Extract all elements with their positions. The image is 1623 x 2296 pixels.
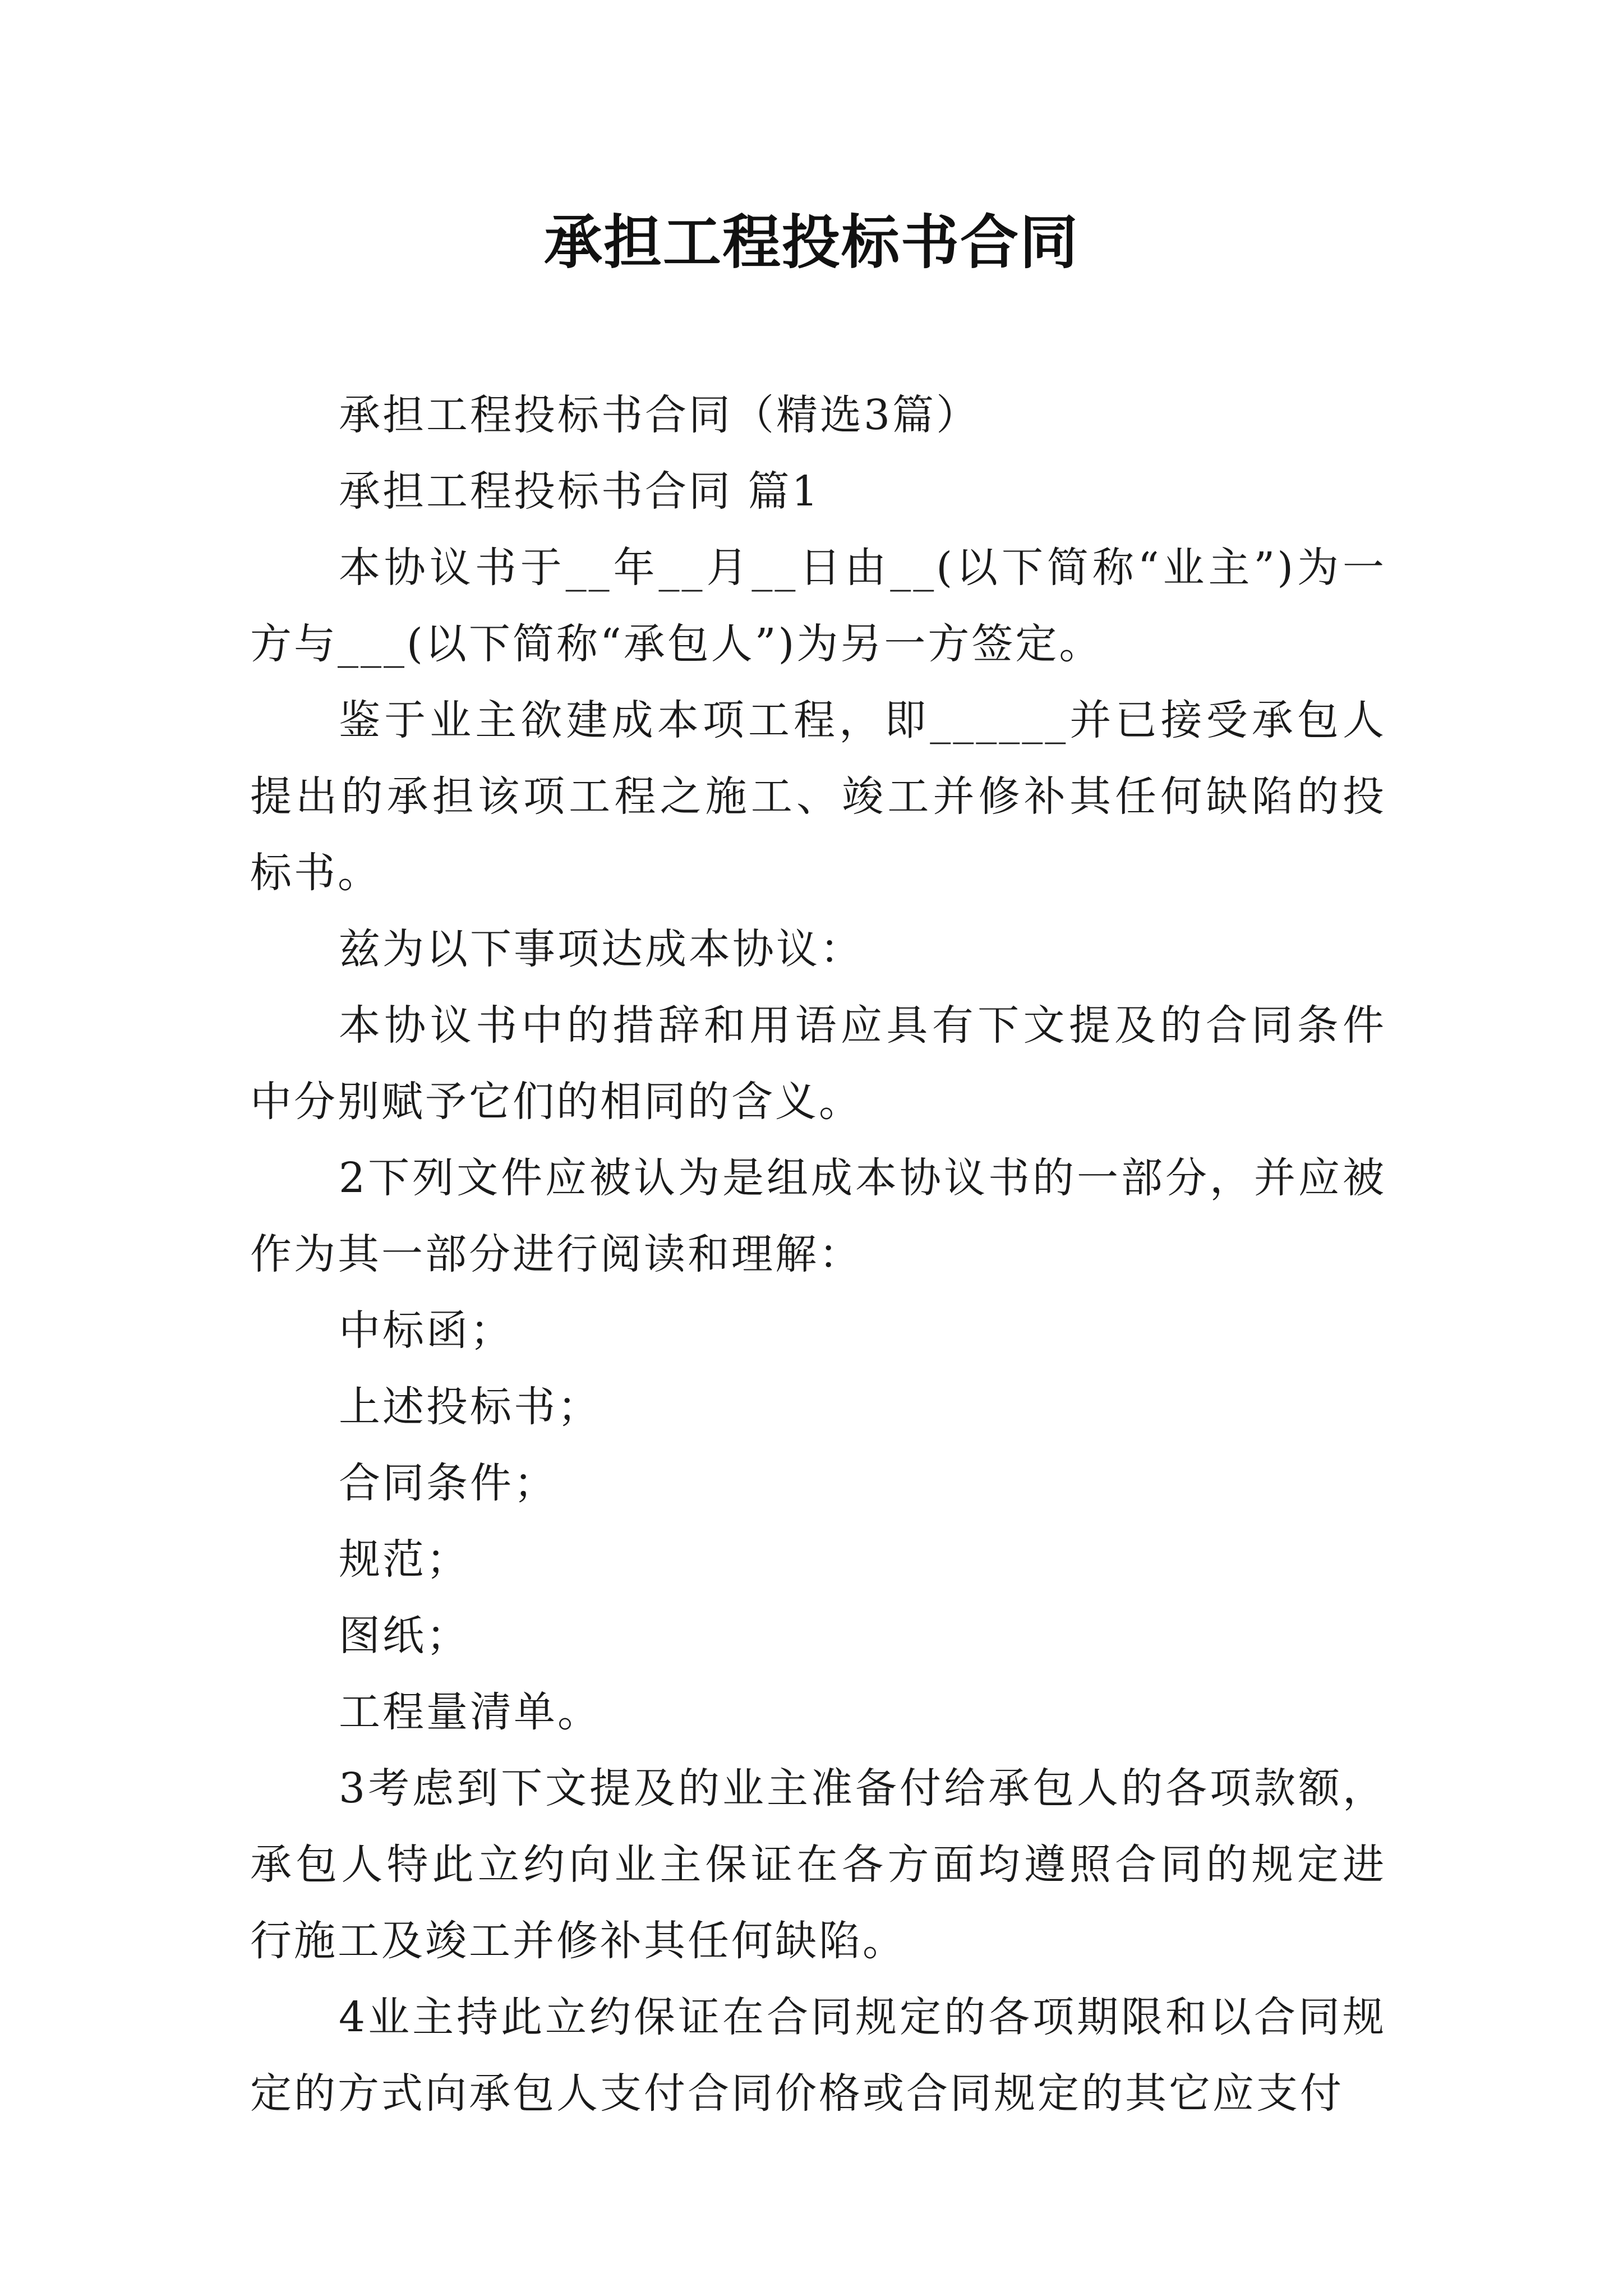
paragraph-agreement-date: 本协议书于__年__月__日由__(以下简称“业主”)为一方与___(以下简称“承包人”)为另一方签定。 [250, 544, 1386, 668]
list-item-tender: 上述投标书； [339, 1383, 601, 1431]
paragraph-clause-4: 4业主持此立约保证在合同规定的各项期限和以合同规定的方式向承包人支付合同价格或合同规定的其它应支付 [250, 1993, 1386, 2118]
paragraph-clause-2: 2下列文件应被认为是组成本协议书的一部分，并应被作为其一部分进行阅读和理解： [250, 1154, 1386, 1278]
paragraph-section-heading: 承担工程投标书合同 篇1 [339, 467, 820, 516]
list-item-drawings: 图纸； [339, 1612, 470, 1660]
list-item-letter-of-acceptance: 中标函； [339, 1306, 514, 1355]
paragraph-subtitle: 承担工程投标书合同（精选3篇） [339, 391, 980, 439]
document-title: 承担工程投标书合同 [543, 208, 1079, 277]
document-body [250, 377, 1386, 2132]
paragraph-clause-3: 3考虑到下文提及的业主准备付给承包人的各项款额，承包人特此立约向业主保证在各方面均遵照合同的规定进行施工及竣工并修补其任何缺陷。 [250, 1764, 1386, 1965]
paragraph-whereas: 鉴于业主欲建成本项工程，即______并已接受承包人提出的承担该项工程之施工、竣工并修补其任何缺陷的投标书。 [250, 696, 1386, 897]
list-item-specifications: 规范； [339, 1535, 470, 1584]
paragraph-clause-1: 本协议书中的措辞和用语应具有下文提及的合同条件中分别赋予它们的相同的含义。 [250, 1001, 1386, 1126]
list-item-conditions: 合同条件； [339, 1459, 557, 1507]
paragraph-agree-intro: 兹为以下事项达成本协议： [339, 925, 864, 973]
list-item-bill-of-quantities: 工程量清单。 [339, 1688, 601, 1736]
